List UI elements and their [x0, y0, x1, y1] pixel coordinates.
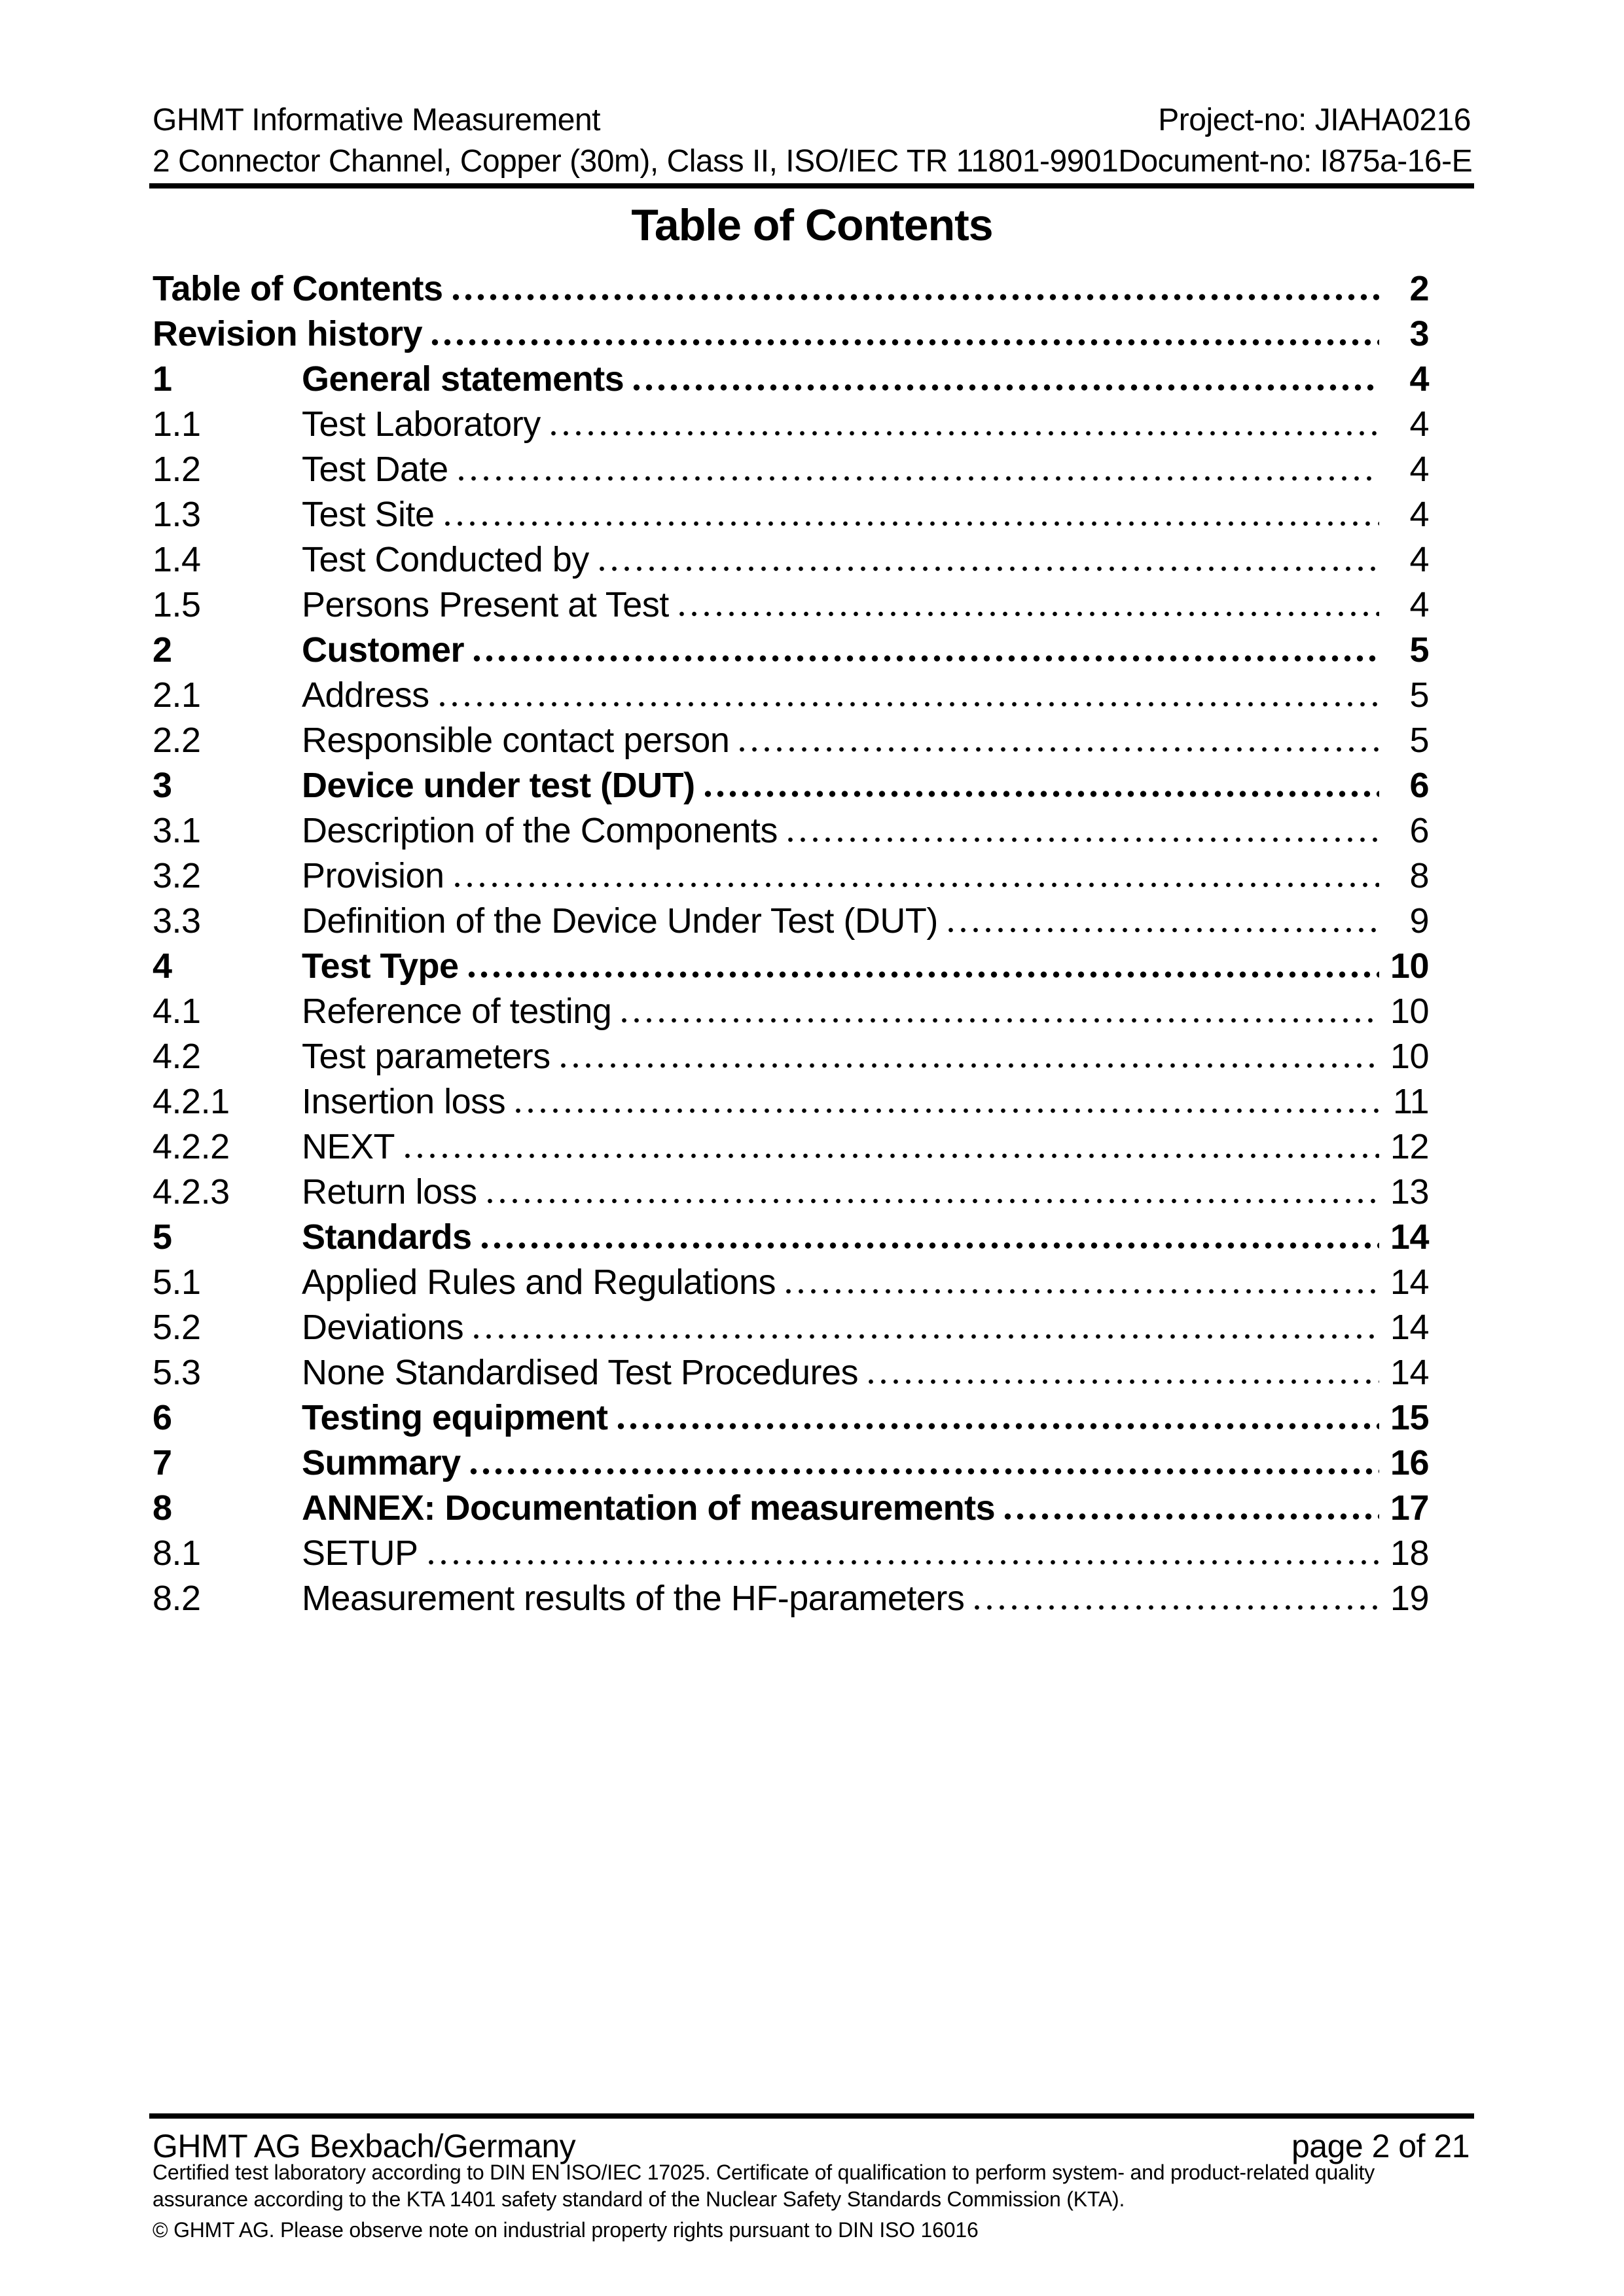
toc-leader-dots	[455, 442, 1379, 487]
toc-leader-dots	[471, 622, 1379, 668]
footer-certification-note-line2: assurance according to the KTA 1401 safety standard of the Nuclear Safety Standards Commission (KTA).	[153, 2187, 1125, 2211]
toc-entry[interactable]	[153, 487, 1470, 532]
toc-entry-label: Test Site	[302, 495, 435, 534]
toc-entry-number: 4.2.3	[153, 1172, 230, 1211]
toc-leader-dots	[945, 893, 1379, 939]
footer-certification-note-line1: Certified test laboratory according to DIN EN ISO/IEC 17025. Certificate of qualification to perform system- and product-related quality	[153, 2161, 1375, 2184]
toc-leader-dots	[441, 487, 1379, 532]
toc-entry-label: Deviations	[302, 1308, 464, 1347]
toc-leader-dots	[596, 532, 1379, 577]
toc-entry-number: 4.2.2	[153, 1127, 230, 1166]
toc-entry-label: Test parameters	[302, 1037, 550, 1076]
toc-entry-page: 5	[1409, 721, 1429, 760]
toc-leader-dots	[450, 261, 1380, 306]
toc-entry-label: Revision history	[153, 314, 423, 353]
toc-entry-number: 8.1	[153, 1534, 201, 1573]
toc-entry-page: 3	[1409, 314, 1429, 353]
toc-entry[interactable]	[153, 1074, 1470, 1119]
header-row-1	[153, 99, 1471, 141]
toc-entry-number: 1	[153, 359, 172, 399]
header-report-type: GHMT Informative Measurement	[153, 103, 600, 137]
footer-page-number: page 2 of 21	[1291, 2128, 1470, 2164]
toc-leader-dots	[782, 1255, 1379, 1300]
toc-entry-number: 1.4	[153, 540, 201, 579]
toc-entry-label: Standards	[302, 1217, 472, 1257]
toc-entry[interactable]	[153, 1119, 1470, 1164]
toc-entry[interactable]	[153, 1571, 1470, 1616]
toc-entry-number: 4.2	[153, 1037, 201, 1076]
toc-leader-dots	[451, 848, 1379, 893]
toc-entry-number: 3.2	[153, 856, 201, 895]
toc-entry[interactable]	[153, 1435, 1470, 1480]
toc-leader-dots	[736, 713, 1379, 758]
toc-entry-label: Responsible contact person	[302, 721, 730, 760]
toc-entry-page: 4	[1409, 359, 1429, 399]
toc-entry-page: 6	[1409, 811, 1429, 850]
toc-entry-number: 4.2.1	[153, 1082, 230, 1121]
toc-entry-number: 2	[153, 630, 172, 670]
toc-entry-number: 2.1	[153, 675, 201, 715]
toc-entry-page: 17	[1390, 1488, 1429, 1528]
toc-entry-label: ANNEX: Documentation of measurements	[302, 1488, 996, 1528]
toc-entry[interactable]	[153, 803, 1470, 848]
toc-entry-number: 7	[153, 1443, 172, 1482]
toc-entry-label: Measurement results of the HF-parameters	[302, 1579, 965, 1618]
toc-entry-number: 1.5	[153, 585, 201, 624]
toc-entry-page: 6	[1409, 766, 1429, 805]
toc-entry-label: Test Laboratory	[302, 404, 541, 444]
toc-leader-dots	[470, 1300, 1379, 1345]
toc-entry[interactable]	[153, 577, 1470, 622]
toc-entry[interactable]	[153, 1300, 1470, 1345]
toc-entry-page: 14	[1390, 1353, 1429, 1392]
toc-entry-label: SETUP	[302, 1534, 418, 1573]
toc-entry-number: 1.3	[153, 495, 201, 534]
toc-entry-page: 5	[1409, 675, 1429, 715]
toc-entry-number: 5.1	[153, 1263, 201, 1302]
toc-entry-label: Applied Rules and Regulations	[302, 1263, 776, 1302]
toc-entry-page: 14	[1390, 1217, 1429, 1257]
toc-entry-page: 14	[1390, 1308, 1429, 1347]
toc-entry-page: 11	[1392, 1082, 1429, 1121]
toc-entry[interactable]	[153, 1526, 1470, 1571]
toc-entry-page: 10	[1390, 946, 1429, 986]
toc-entry-number: 2.2	[153, 721, 201, 760]
toc-entry-label: Summary	[302, 1443, 461, 1482]
toc-leader-dots	[547, 397, 1379, 442]
toc-entry-page: 8	[1409, 856, 1429, 895]
toc-entry[interactable]	[153, 1164, 1470, 1210]
toc-leader-dots	[512, 1074, 1379, 1119]
toc-entry-number: 3.1	[153, 811, 201, 850]
toc-entry-label: Customer	[302, 630, 465, 670]
toc-leader-dots	[484, 1164, 1379, 1210]
toc-entry-label: None Standardised Test Procedures	[302, 1353, 859, 1392]
toc-entry-label: Return loss	[302, 1172, 477, 1211]
toc-entry[interactable]	[153, 1390, 1470, 1435]
toc-entry-page: 9	[1409, 901, 1429, 941]
toc-entry-number: 6	[153, 1398, 172, 1437]
toc-entry-label: General statements	[302, 359, 624, 399]
toc-entry-label: Insertion loss	[302, 1082, 506, 1121]
toc-entry[interactable]	[153, 848, 1470, 893]
toc-entry-label: NEXT	[302, 1127, 395, 1166]
toc-leader-dots	[784, 803, 1379, 848]
table-of-contents	[153, 261, 1470, 1616]
toc-entry[interactable]	[153, 1345, 1470, 1390]
toc-leader-dots	[618, 984, 1379, 1029]
toc-entry-label: Description of the Components	[302, 811, 778, 850]
toc-entry[interactable]	[153, 984, 1470, 1029]
toc-leader-dots	[436, 668, 1379, 713]
header-document-number: Document-no: I875a-16-E	[1118, 144, 1473, 179]
toc-entry-label: Provision	[302, 856, 444, 895]
page-header	[153, 99, 1471, 182]
toc-leader-dots	[865, 1345, 1379, 1390]
toc-entry-page: 13	[1390, 1172, 1429, 1211]
toc-entry-page: 4	[1409, 450, 1429, 489]
toc-entry-page: 5	[1409, 630, 1429, 670]
toc-entry-label: Test Type	[302, 946, 459, 986]
toc-entry-number: 8	[153, 1488, 172, 1528]
toc-entry[interactable]	[153, 758, 1470, 803]
toc-entry-label: Address	[302, 675, 429, 715]
toc-entry-number: 1.1	[153, 404, 201, 444]
toc-leader-dots	[465, 939, 1379, 984]
toc-leader-dots	[630, 351, 1379, 397]
toc-entry[interactable]	[153, 442, 1470, 487]
toc-entry-page: 16	[1390, 1443, 1429, 1482]
toc-entry-number: 8.2	[153, 1579, 201, 1618]
toc-entry-label: Persons Present at Test	[302, 585, 669, 624]
toc-leader-dots	[702, 758, 1379, 803]
toc-leader-dots	[478, 1210, 1379, 1255]
toc-leader-dots	[971, 1571, 1379, 1616]
toc-entry[interactable]	[153, 893, 1470, 939]
toc-entry-page: 18	[1390, 1534, 1429, 1573]
toc-entry-page: 10	[1390, 1037, 1429, 1076]
toc-entry[interactable]	[153, 1210, 1470, 1255]
toc-entry-page: 14	[1390, 1263, 1429, 1302]
toc-entry-label: Definition of the Device Under Test (DUT)	[302, 901, 938, 941]
toc-entry[interactable]	[153, 713, 1470, 758]
toc-entry[interactable]	[153, 1480, 1470, 1526]
toc-entry-number: 4	[153, 946, 172, 986]
toc-entry[interactable]	[153, 1255, 1470, 1300]
footer-company: GHMT AG Bexbach/Germany	[153, 2128, 576, 2164]
toc-entry-number: 1.2	[153, 450, 201, 489]
toc-entry-label: Device under test (DUT)	[302, 766, 695, 805]
header-divider	[149, 183, 1474, 188]
toc-entry-page: 4	[1409, 404, 1429, 444]
toc-entry-page: 15	[1390, 1398, 1429, 1437]
toc-leader-dots	[467, 1435, 1379, 1480]
toc-entry-label: Table of Contents	[153, 269, 443, 308]
toc-entry-number: 3.3	[153, 901, 201, 941]
toc-entry-page: 4	[1409, 495, 1429, 534]
toc-entry-number: 3	[153, 766, 172, 805]
toc-leader-dots	[429, 306, 1379, 351]
toc-entry[interactable]	[153, 939, 1470, 984]
toc-entry-label: Testing equipment	[302, 1398, 608, 1437]
toc-entry[interactable]	[153, 351, 1470, 397]
toc-entry-label: Test Date	[302, 450, 448, 489]
toc-entry[interactable]	[153, 397, 1470, 442]
toc-entry-number: 4.1	[153, 992, 201, 1031]
toc-entry-page: 10	[1390, 992, 1429, 1031]
toc-entry[interactable]	[153, 261, 1470, 306]
toc-entry-page: 4	[1409, 540, 1429, 579]
toc-entry-page: 12	[1390, 1127, 1429, 1166]
footer-copyright-note: © GHMT AG. Please observe note on industrial property rights pursuant to DIN ISO 16016	[153, 2218, 979, 2242]
header-project-number: Project-no: JIAHA0216	[1158, 103, 1471, 137]
toc-entry-number: 5.2	[153, 1308, 201, 1347]
toc-entry-number: 5	[153, 1217, 172, 1257]
header-channel-description: 2 Connector Channel, Copper (30m), Class II, ISO/IEC TR 11801-9901	[153, 144, 1119, 179]
header-row-2	[153, 141, 1471, 182]
toc-entry-label: Reference of testing	[302, 992, 612, 1031]
footer-notes	[153, 2159, 1502, 2244]
toc-leader-dots	[615, 1390, 1379, 1435]
toc-leader-dots	[676, 577, 1379, 622]
page-title: Table of Contents	[631, 200, 993, 250]
toc-leader-dots	[425, 1526, 1379, 1571]
toc-leader-dots	[1001, 1480, 1379, 1526]
toc-entry-page: 2	[1409, 269, 1429, 308]
toc-entry-label: Test Conducted by	[302, 540, 589, 579]
footer-divider	[149, 2113, 1474, 2119]
toc-entry[interactable]	[153, 1029, 1470, 1074]
toc-leader-dots	[557, 1029, 1379, 1074]
toc-entry-page: 19	[1390, 1579, 1429, 1618]
toc-entry-number: 5.3	[153, 1353, 201, 1392]
toc-leader-dots	[401, 1119, 1379, 1164]
toc-entry[interactable]	[153, 622, 1470, 668]
toc-entry-page: 4	[1409, 585, 1429, 624]
toc-entry[interactable]	[153, 306, 1470, 351]
toc-entry[interactable]	[153, 532, 1470, 577]
toc-entry[interactable]	[153, 668, 1470, 713]
